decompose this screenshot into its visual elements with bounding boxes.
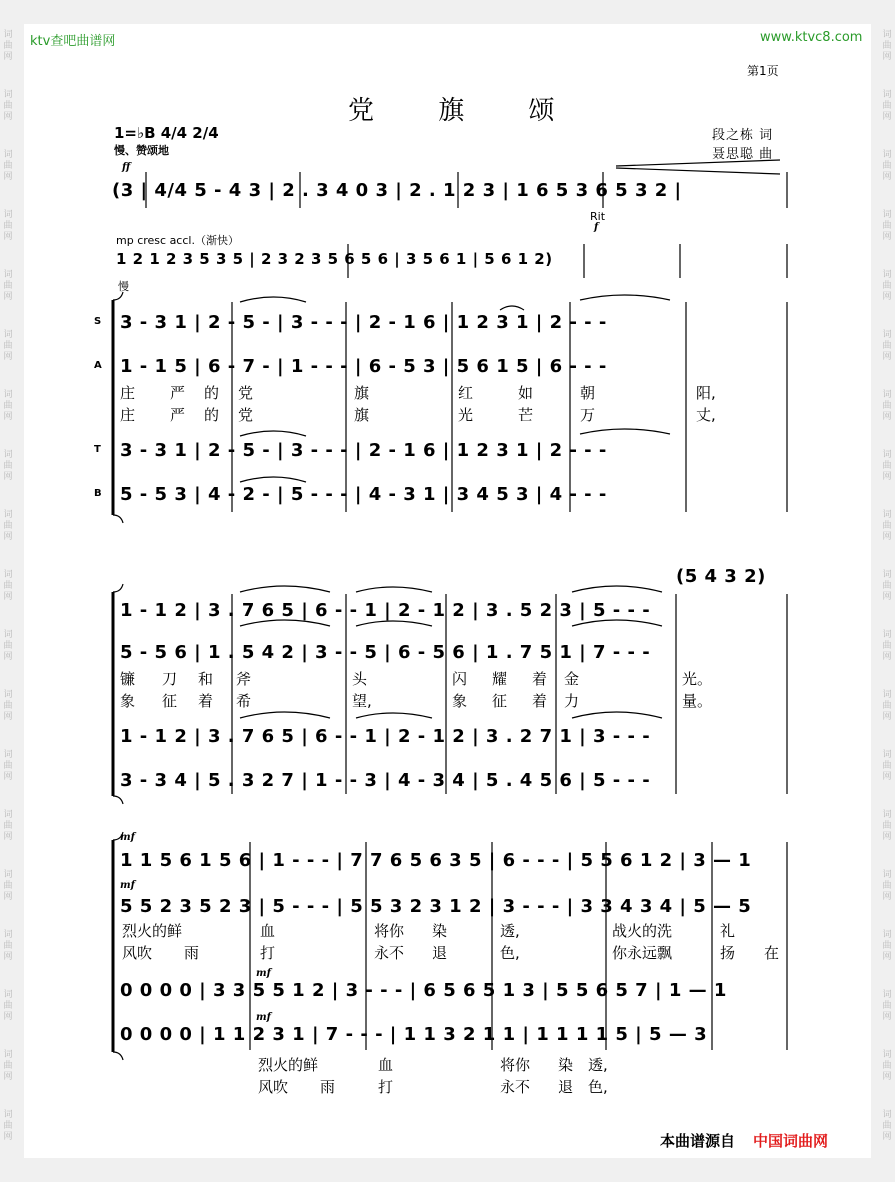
- watermark-glyphs: 词 曲 网: [882, 450, 892, 482]
- verse-soprano: 3 - 3 1 | 2 - 5 - | 3 - - - | 2 - 1 6 | 1 2 3 1 | 2 - - -: [120, 312, 607, 333]
- watermark-glyphs: 词 曲 网: [3, 150, 13, 182]
- lyricist-credit: 段之栋 词: [712, 128, 774, 143]
- watermark-glyphs: 词 曲 网: [882, 330, 892, 362]
- watermark-glyphs: 词 曲 网: [3, 570, 13, 602]
- watermark-glyphs: 词 曲 网: [882, 1110, 892, 1142]
- watermark-glyphs: 词 曲 网: [3, 930, 13, 962]
- verse2-cue: (5 4 3 2): [676, 566, 766, 587]
- watermark-glyphs: 词 曲 网: [3, 390, 13, 422]
- site-name-left: ktv查吧曲谱网: [30, 34, 116, 49]
- watermark-glyphs: 词 曲 网: [882, 630, 892, 662]
- watermark-glyphs: 词 曲 网: [882, 210, 892, 242]
- verse2-bass: 3 - 3 4 | 5 . 3 2 7 | 1 - - 3 | 4 - 3 4 | 5 . 4 5 6 | 5 - - -: [120, 770, 651, 791]
- verse-tenor: 3 - 3 1 | 2 - 5 - | 3 - - - | 2 - 1 6 | 1 2 3 1 | 2 - - -: [120, 440, 607, 461]
- segno-slow-marking: 慢: [118, 280, 129, 293]
- rit-marking: Rit: [590, 210, 606, 223]
- tempo-marking: 慢、赞颂地: [114, 144, 169, 157]
- watermark-glyphs: 词 曲 网: [3, 690, 13, 722]
- watermark-glyphs: 词 曲 网: [882, 390, 892, 422]
- chorus-alto: 5 5 2 3 5 2 3 | 5 - - - | 5 5 3 2 3 1 2 | 3 - - - | 3 3 4 3 4 | 5 — 5: [120, 896, 752, 917]
- watermark-glyphs: 词 曲 网: [3, 1050, 13, 1082]
- watermark-glyphs: 词 曲 网: [882, 930, 892, 962]
- verse-alto: 1 - 1 5 | 6 - 7 - | 1 - - - | 6 - 5 3 | 5 6 1 5 | 6 - - -: [120, 356, 607, 377]
- watermark-glyphs: 词 曲 网: [3, 270, 13, 302]
- watermark-glyphs: 词 曲 网: [882, 1050, 892, 1082]
- part-label-t: T: [94, 444, 101, 455]
- watermark-glyphs: 词 曲 网: [3, 30, 13, 62]
- watermark-glyphs: 词 曲 网: [3, 90, 13, 122]
- source-prefix: 本曲谱源自: [660, 1132, 736, 1150]
- source-note: [660, 1130, 828, 1151]
- watermark-glyphs: 词 曲 网: [882, 810, 892, 842]
- source-site-link[interactable]: 中国词曲网: [753, 1132, 829, 1150]
- dynamic-mf-alto: mf: [120, 880, 135, 891]
- watermark-glyphs: 词 曲 网: [882, 90, 892, 122]
- watermark-glyphs: 词 曲 网: [882, 30, 892, 62]
- watermark-glyphs: 词 曲 网: [3, 990, 13, 1022]
- verse2-alto: 5 - 5 6 | 1 . 5 4 2 | 3 - - 5 | 6 - 5 6 | 1 . 7 5 1 | 7 - - -: [120, 642, 651, 663]
- chorus-soprano: 1 1 5 6 1 5 6 | 1 - - - | 7 7 6 5 6 3 5 | 6 - - - | 5 5 6 1 2 | 3 — 1: [120, 850, 752, 871]
- composer-credit: 聂思聪 曲: [712, 147, 774, 162]
- watermark-glyphs: 词 曲 网: [882, 570, 892, 602]
- part-label-a: A: [94, 360, 102, 371]
- dynamic-intro: ff: [122, 162, 131, 173]
- chorus-tenor: 0 0 0 0 | 3 3 5 5 1 2 | 3 - - - | 6 5 6 5 1 3 | 5 5 6 5 7 | 1 — 1: [120, 980, 727, 1001]
- watermark-glyphs: 词 曲 网: [882, 990, 892, 1022]
- watermark-glyphs: 词 曲 网: [3, 1110, 13, 1142]
- watermark-glyphs: 词 曲 网: [3, 330, 13, 362]
- verse2-tenor: 1 - 1 2 | 3 . 7 6 5 | 6 - - 1 | 2 - 1 2 | 3 . 2 7 1 | 3 - - -: [120, 726, 651, 747]
- intro-row-1: (3 | 4/4 5 - 4 3 | 2 . 3 4 0 3 | 2 . 1 2 3 | 1 6 5 3 6 5 3 2 |: [112, 180, 682, 201]
- verse2-soprano: 1 - 1 2 | 3 . 7 6 5 | 6 - - 1 | 2 - 1 2 | 3 . 5 2 3 | 5 - - -: [120, 600, 651, 621]
- watermark-glyphs: 词 曲 网: [882, 870, 892, 902]
- site-url-right: www.ktvc8.com: [760, 30, 863, 45]
- page-label: 第1页: [747, 64, 779, 78]
- watermark-glyphs: 词 曲 网: [882, 150, 892, 182]
- cresc-marking: mp cresc accl.（渐快）: [116, 234, 239, 247]
- watermark-glyphs: 词 曲 网: [3, 510, 13, 542]
- watermark-glyphs: 词 曲 网: [882, 750, 892, 782]
- watermark-glyphs: 词 曲 网: [3, 630, 13, 662]
- watermark-glyphs: 词 曲 网: [882, 690, 892, 722]
- song-title: 党 旗 颂: [348, 96, 583, 126]
- watermark-glyphs: 词 曲 网: [3, 450, 13, 482]
- watermark-glyphs: 词 曲 网: [882, 270, 892, 302]
- part-label-s: S: [94, 316, 102, 327]
- watermark-glyphs: 词 曲 网: [3, 750, 13, 782]
- dynamic-mf-bass: mf: [256, 1012, 271, 1023]
- watermark-glyphs: 词 曲 网: [882, 510, 892, 542]
- chorus-bass: 0 0 0 0 | 1 1 2 3 1 | 7 - - - | 1 1 3 2 1 1 | 1 1 1 1 5 | 5 — 3: [120, 1024, 708, 1045]
- watermark-glyphs: 词 曲 网: [3, 810, 13, 842]
- intro-row-2: 1 2 1 2 3 5 3 5 | 2 3 2 3 5 6 5 6 | 3 5 6 1 | 5 6 1 2): [116, 250, 553, 268]
- verse-bass: 5 - 5 3 | 4 - 2 - | 5 - - - | 4 - 3 1 | 3 4 5 3 | 4 - - -: [120, 484, 607, 505]
- dynamic-mf-soprano: mf: [120, 832, 135, 843]
- watermark-glyphs: 词 曲 网: [3, 210, 13, 242]
- watermark-glyphs: 词 曲 网: [3, 870, 13, 902]
- part-label-b: B: [94, 488, 102, 499]
- key-signature: 1=♭B 4/4 2/4: [114, 124, 219, 142]
- dynamic-mf-tenor: mf: [256, 968, 271, 979]
- dynamic-f: f: [594, 222, 599, 233]
